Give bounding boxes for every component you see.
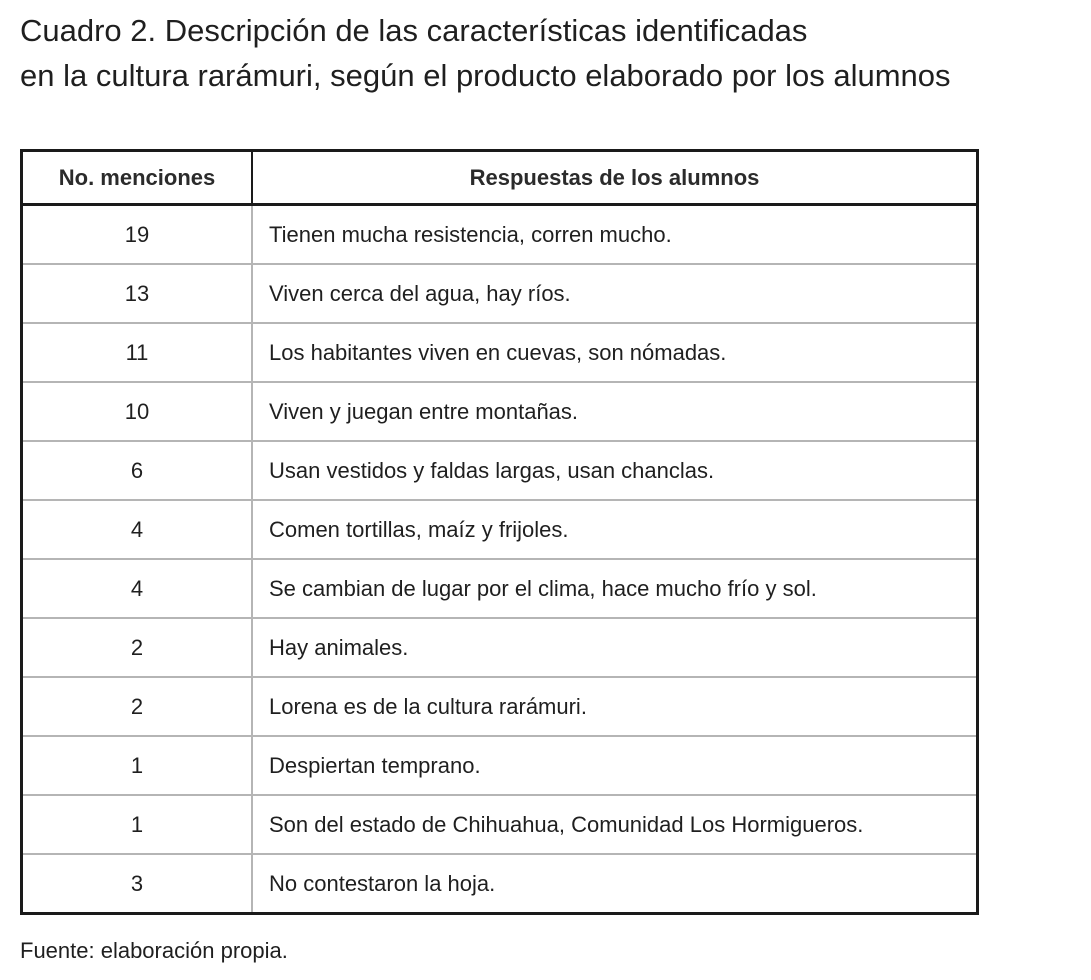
student-response: No contestaron la hoja. — [252, 854, 978, 914]
mention-count: 1 — [22, 795, 253, 854]
student-response: Son del estado de Chihuahua, Comunidad Los Hormigueros. — [252, 795, 978, 854]
mention-count: 19 — [22, 205, 253, 265]
student-response: Se cambian de lugar por el clima, hace mucho frío y sol. — [252, 559, 978, 618]
table-row — [22, 618, 978, 677]
mention-count: 3 — [22, 854, 253, 914]
table-row — [22, 736, 978, 795]
caption-line-1: Cuadro 2. Descripción de las características identificadas — [20, 13, 808, 48]
table-header-row — [22, 151, 978, 205]
student-response: Viven y juegan entre montañas. — [252, 382, 978, 441]
table-row — [22, 441, 978, 500]
table-row — [22, 264, 978, 323]
mention-count: 6 — [22, 441, 253, 500]
student-response: Viven cerca del agua, hay ríos. — [252, 264, 978, 323]
table-row — [22, 795, 978, 854]
student-response: Hay animales. — [252, 618, 978, 677]
table-row — [22, 854, 978, 914]
table-row — [22, 323, 978, 382]
table-row — [22, 205, 978, 265]
mention-count: 4 — [22, 500, 253, 559]
table-row — [22, 559, 978, 618]
source-note: Fuente: elaboración propia. — [20, 938, 288, 963]
mention-count: 10 — [22, 382, 253, 441]
mention-count: 13 — [22, 264, 253, 323]
mention-count: 2 — [22, 677, 253, 736]
mentions-table — [20, 149, 979, 915]
table-row — [22, 500, 978, 559]
student-response: Lorena es de la cultura rarámuri. — [252, 677, 978, 736]
student-response: Usan vestidos y faldas largas, usan chanclas. — [252, 441, 978, 500]
table-row — [22, 677, 978, 736]
mention-count: 4 — [22, 559, 253, 618]
student-response: Despiertan temprano. — [252, 736, 978, 795]
student-response: Comen tortillas, maíz y frijoles. — [252, 500, 978, 559]
table-caption — [20, 8, 1080, 98]
caption-line-2: en la cultura rarámuri, según el producto elaborado por los alumnos — [20, 58, 951, 93]
student-response: Tienen mucha resistencia, corren mucho. — [269, 221, 672, 247]
mention-count: 1 — [22, 736, 253, 795]
header-mentions: No. menciones — [22, 151, 253, 205]
mention-count: 11 — [22, 323, 253, 382]
mention-count: 2 — [22, 618, 253, 677]
table-row — [22, 382, 978, 441]
student-response: Los habitantes viven en cuevas, son nómadas. — [252, 323, 978, 382]
header-responses: Respuestas de los alumnos — [252, 151, 978, 205]
